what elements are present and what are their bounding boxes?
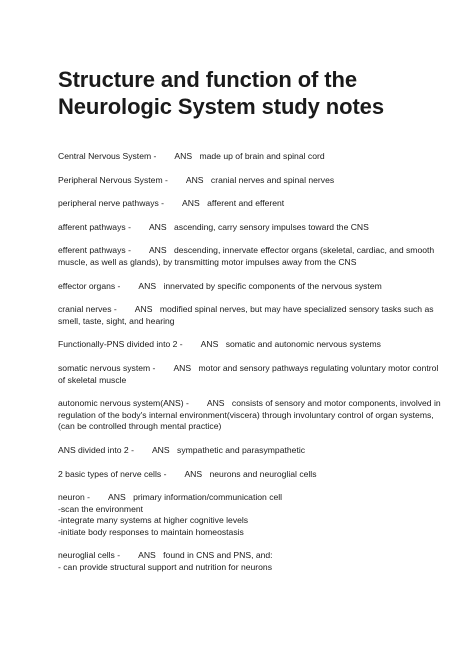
note-extra-line: -initiate body responses to maintain homeostasis — [58, 526, 244, 537]
note-term: somatic nervous system - — [58, 362, 156, 373]
answer-label: ANS — [148, 221, 167, 232]
note-entry — [58, 222, 444, 234]
note-extra-line: -integrate many systems at higher cognitive levels — [58, 515, 249, 526]
notes-list — [58, 151, 444, 574]
note-definition: sympathetic and parasympathetic — [177, 444, 306, 455]
answer-label: ANS — [108, 492, 126, 503]
note-definition: somatic and autonomic nervous systems — [225, 339, 381, 350]
note-term: cranial nerves - — [58, 304, 117, 315]
note-term: effector organs - — [58, 280, 121, 291]
note-term: Peripheral Nervous System - — [58, 174, 168, 185]
note-definition: descending, innervate effector organs (skeletal, cardiac, and smooth muscle, as well as glands), by transmitting motor impulses away from the CNS — [58, 245, 435, 267]
answer-label: ANS — [151, 444, 170, 455]
note-extra-line: -scan the environment — [58, 503, 144, 514]
note-entry — [58, 550, 444, 573]
answer-label: ANS — [138, 280, 157, 291]
note-entry — [58, 281, 444, 293]
note-definition: neurons and neuroglial cells — [209, 468, 317, 479]
answer-label: ANS — [185, 174, 204, 185]
answer-label: ANS — [174, 151, 193, 161]
answer-label: ANS — [200, 339, 219, 350]
answer-label: ANS — [173, 362, 192, 373]
note-entry — [58, 492, 444, 538]
note-term: autonomic nervous system(ANS) - — [58, 398, 189, 409]
note-term: Central Nervous System - — [58, 151, 157, 161]
note-definition: cranial nerves and spinal nerves — [210, 174, 335, 185]
note-term: 2 basic types of nerve cells - — [58, 468, 167, 479]
note-entry — [58, 445, 444, 457]
answer-label: ANS — [148, 245, 167, 256]
note-entry — [58, 469, 444, 481]
note-entry — [58, 339, 444, 351]
note-term: peripheral nerve pathways - — [58, 198, 165, 209]
note-term: efferent pathways - — [58, 245, 131, 256]
note-term: afferent pathways - — [58, 221, 131, 232]
note-extra-line: (can be controlled through mental practice) — [58, 421, 222, 432]
answer-label: ANS — [138, 550, 156, 561]
answer-label: ANS — [206, 398, 225, 409]
answer-label: ANS — [184, 468, 203, 479]
note-term: neuroglial cells - — [58, 550, 121, 561]
note-entry — [58, 151, 444, 163]
note-entry — [58, 398, 444, 433]
note-definition: modified spinal nerves, but may have specialized sensory tasks such as smell, taste, sight, and hearing — [58, 304, 434, 326]
note-term: ANS divided into 2 - — [58, 444, 134, 455]
note-definition: afferent and efferent — [207, 198, 285, 209]
answer-label: ANS — [134, 304, 153, 315]
note-entry — [58, 245, 444, 268]
note-definition: innervated by specific components of the nervous system — [163, 280, 382, 291]
document-title: Structure and function of the Neurologic System study notes — [58, 67, 384, 119]
answer-label: ANS — [182, 198, 200, 209]
note-definition: made up of brain and spinal cord — [199, 151, 325, 161]
note-entry — [58, 304, 444, 327]
note-definition: motor and sensory pathways regulating voluntary motor control of skeletal muscle — [58, 362, 439, 385]
note-entry — [58, 198, 444, 210]
note-entry — [58, 175, 444, 187]
note-term: neuron - — [58, 492, 91, 503]
note-extra-line: - can provide structural support and nutrition for neurons — [58, 562, 273, 573]
note-term: Functionally-PNS divided into 2 - — [58, 339, 183, 350]
note-definition: consists of sensory and motor components, involved in regulation of the body's internal environment(viscera) through involuntary control of organ systems, — [58, 398, 441, 420]
note-definition: primary information/communication cell — [133, 492, 283, 503]
note-definition: found in CNS and PNS, and: — [163, 550, 273, 561]
note-entry — [58, 363, 444, 386]
note-definition: ascending, carry sensory impulses toward the CNS — [174, 221, 369, 232]
